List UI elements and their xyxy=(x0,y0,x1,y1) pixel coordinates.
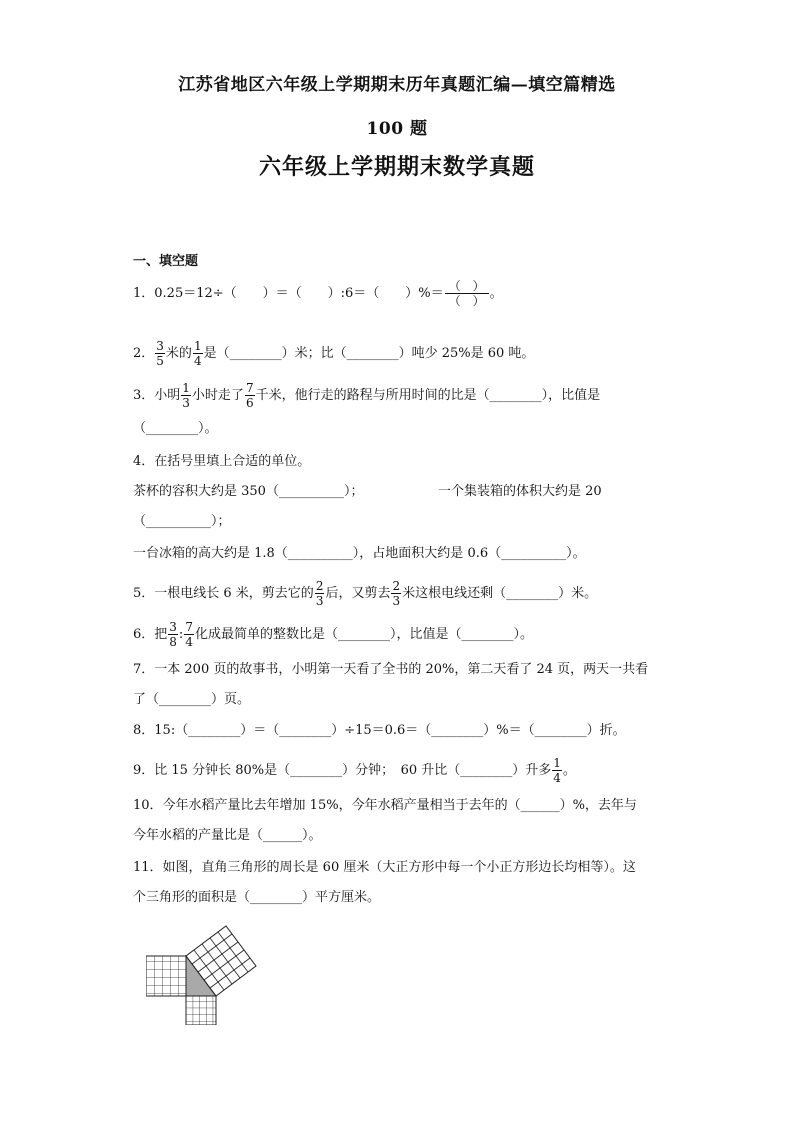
q4-line2a: 茶杯的容积大约是 350（__________）； xyxy=(133,484,364,499)
q6-f2-num: 7 xyxy=(185,620,193,634)
q5-lead: 5．一根电线长 6 米，剪去它的 xyxy=(133,586,314,601)
q6-colon: : xyxy=(178,627,184,642)
q1-frac-den: （ ） xyxy=(448,294,485,308)
q4-line2b: 一个集装箱的体积大约是 20 xyxy=(438,484,602,499)
q2-f2-num: 1 xyxy=(193,339,202,353)
section-heading: 一、填空题 xyxy=(133,254,199,269)
q5-f1-den: 3 xyxy=(315,594,324,608)
document-subtitle: 六年级上学期期末数学真题 xyxy=(258,154,535,180)
q2-fraction-2 xyxy=(193,340,203,367)
q5-fraction-1 xyxy=(315,580,325,607)
bottom-square xyxy=(186,996,216,1025)
q2-lead: 2． xyxy=(133,346,155,361)
q3-f2-num: 7 xyxy=(245,381,254,395)
q3-mid: 小时走了 xyxy=(191,388,244,403)
q5-rest: 米这根电线还剩（________）米。 xyxy=(402,586,598,601)
question-6 xyxy=(133,621,533,648)
document-title-line2: 100 题 xyxy=(366,119,428,139)
q7-line2: 了（________）页。 xyxy=(133,692,251,707)
question-8: 8．15:（________）＝（________）÷15＝0.6＝（________）%＝（________）折。 xyxy=(133,723,626,738)
pythagoras-figure xyxy=(146,921,266,1025)
q10-line1: 10．今年水稻产量比去年增加 15%，今年水稻产量相当于去年的（______）%，去年与 xyxy=(133,798,637,813)
q1-tail: 。 xyxy=(489,286,503,301)
q4-line1: 4．在括号里填上合适的单位。 xyxy=(133,454,311,469)
q9-tail: 。 xyxy=(562,763,576,778)
q9-fraction xyxy=(552,757,562,784)
q6-f1-num: 3 xyxy=(169,620,177,634)
left-square xyxy=(146,956,186,996)
q6-fraction-1 xyxy=(168,621,178,648)
q2-f2-den: 4 xyxy=(193,354,202,368)
q5-f1-num: 2 xyxy=(315,579,324,593)
q7-line1: 7．一本 200 页的故事书，小明第一天看了全书的 20%，第二天看了 24 页，两天一共看 xyxy=(133,662,649,677)
q2-f1-num: 3 xyxy=(156,339,164,353)
q9-lead: 9．比 15 分钟长 80%是（________）分钟； 60 升比（________）升多 xyxy=(133,763,552,778)
question-5 xyxy=(133,580,597,607)
q11-line2: 个三角形的面积是（________）平方厘米。 xyxy=(133,890,381,905)
question-1 xyxy=(133,280,503,307)
q4-line4: 一台冰箱的高大约是 1.8（__________），占地面积大约是 0.6（__________）。 xyxy=(133,546,586,561)
question-2 xyxy=(133,340,534,367)
q6-f2-den: 4 xyxy=(185,635,193,649)
q6-lead: 6．把 xyxy=(133,627,168,642)
q2-mid: 米的 xyxy=(165,346,192,361)
q11-line1: 11．如图，直角三角形的周长是 60 厘米（大正方形中每一个小正方形边长均相等）。这 xyxy=(133,860,636,875)
q6-fraction-2 xyxy=(184,621,194,648)
q5-fraction-2 xyxy=(391,580,401,607)
q5-f2-den: 3 xyxy=(392,594,401,608)
q3-line2: （________）。 xyxy=(133,421,218,436)
q4-line3: （__________）； xyxy=(133,514,231,529)
q6-f1-den: 8 xyxy=(169,635,177,649)
q1-text: 1．0.25＝12÷（ ）＝（ ）:6＝（ ）%＝ xyxy=(133,286,444,301)
q3-rest: 千米，他行走的路程与所用时间的比是（________），比值是 xyxy=(255,388,601,403)
q1-frac-num: （ ） xyxy=(445,280,489,294)
q10-line2: 今年水稻的产量比是（______）。 xyxy=(133,828,322,843)
q9-f1-num: 1 xyxy=(553,756,561,770)
q3-fraction-2 xyxy=(245,382,255,409)
q2-fraction-1 xyxy=(155,340,165,367)
q5-mid: 后，又剪去 xyxy=(325,586,391,601)
q9-f1-den: 4 xyxy=(553,771,561,785)
document-title: 江苏省地区六年级上学期期末历年真题汇编—填空篇精选 xyxy=(178,75,616,95)
q3-f1-num: 1 xyxy=(182,381,190,395)
q3-fraction-1 xyxy=(181,382,191,409)
question-9 xyxy=(133,757,576,784)
q6-rest: 化成最简单的整数比是（________），比值是（________）。 xyxy=(194,627,533,642)
q5-f2-num: 2 xyxy=(392,579,401,593)
q2-rest: 是（________）米；比（________）吨少 25%是 60 吨。 xyxy=(203,346,535,361)
q1-fraction xyxy=(445,280,489,307)
q2-f1-den: 5 xyxy=(156,354,164,368)
q3-f2-den: 6 xyxy=(245,396,254,410)
q3-f1-den: 3 xyxy=(182,396,190,410)
question-3 xyxy=(133,382,600,409)
q3-lead: 3．小明 xyxy=(133,388,181,403)
